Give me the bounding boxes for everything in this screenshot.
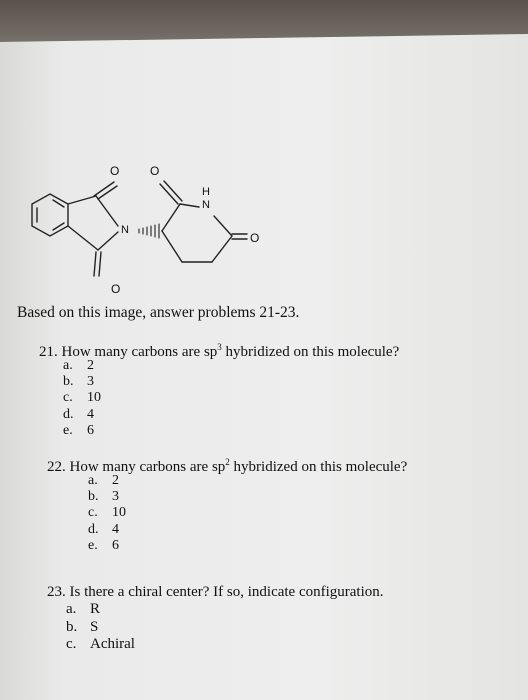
- oxygen-label: O: [111, 282, 121, 296]
- option-text: 4: [112, 521, 119, 537]
- question-text: Is there a chiral center? If so, indicate configuration.: [69, 584, 384, 600]
- option-marker: a.: [66, 601, 77, 617]
- option-b[interactable]: [66, 619, 135, 637]
- question-number: 23.: [47, 584, 66, 600]
- option-marker: b.: [63, 374, 74, 390]
- superscript: 2: [225, 457, 230, 467]
- options-21: [63, 358, 101, 439]
- hydrogen-label: H: [202, 186, 210, 198]
- options-23: [66, 601, 135, 654]
- option-text: 2: [87, 358, 94, 373]
- option-e[interactable]: [88, 538, 126, 554]
- option-b[interactable]: [88, 489, 126, 505]
- option-d[interactable]: [63, 407, 101, 423]
- instructions: Based on this image, answer problems 21-23.: [17, 304, 300, 321]
- option-text: 4: [87, 406, 94, 422]
- option-c[interactable]: [63, 390, 101, 406]
- imide-nitrogen-label: N: [202, 199, 210, 211]
- option-marker: e.: [63, 422, 73, 438]
- oxygen-label: O: [150, 164, 160, 178]
- question-number: 21.: [39, 344, 58, 360]
- oxygen-label: O: [110, 164, 120, 178]
- option-b[interactable]: [63, 374, 101, 390]
- question-text: How many carbons are sp: [69, 459, 226, 475]
- option-text: R: [90, 601, 101, 617]
- question-number: 22.: [47, 459, 66, 475]
- option-text: S: [90, 618, 99, 635]
- option-text: 10: [112, 505, 126, 521]
- option-a[interactable]: [88, 473, 126, 489]
- option-text: 6: [87, 422, 94, 438]
- bleed-through-texture: [300, 150, 528, 590]
- option-marker: b.: [66, 618, 78, 635]
- option-e[interactable]: [63, 423, 101, 439]
- question-text: hybridized on this molecule?: [221, 344, 400, 360]
- question-text: hybridized on this molecule?: [229, 459, 408, 475]
- option-marker: d.: [63, 406, 74, 422]
- options-22: [88, 473, 126, 554]
- option-marker: c.: [88, 505, 98, 521]
- option-marker: a.: [88, 473, 98, 488]
- option-text: 10: [87, 390, 101, 406]
- option-c[interactable]: [88, 505, 126, 521]
- option-text: 3: [112, 489, 119, 505]
- option-a[interactable]: [63, 358, 101, 374]
- option-marker: a.: [63, 358, 73, 373]
- option-c[interactable]: [66, 636, 135, 654]
- option-marker: d.: [88, 521, 99, 537]
- option-text: 2: [112, 473, 119, 488]
- nitrogen-label: N: [121, 224, 129, 236]
- option-a[interactable]: [66, 601, 135, 619]
- option-marker: c.: [63, 390, 73, 406]
- option-marker: c.: [66, 636, 77, 652]
- question-23: [47, 584, 384, 601]
- question-text: How many carbons are sp: [61, 344, 218, 360]
- option-text: 6: [112, 537, 119, 553]
- option-text: 3: [87, 374, 94, 390]
- superscript: 3: [217, 342, 222, 352]
- option-text: Achiral: [90, 636, 135, 652]
- option-marker: e.: [88, 537, 98, 553]
- oxygen-label: O: [250, 231, 260, 245]
- option-d[interactable]: [88, 522, 126, 538]
- option-marker: b.: [88, 489, 99, 505]
